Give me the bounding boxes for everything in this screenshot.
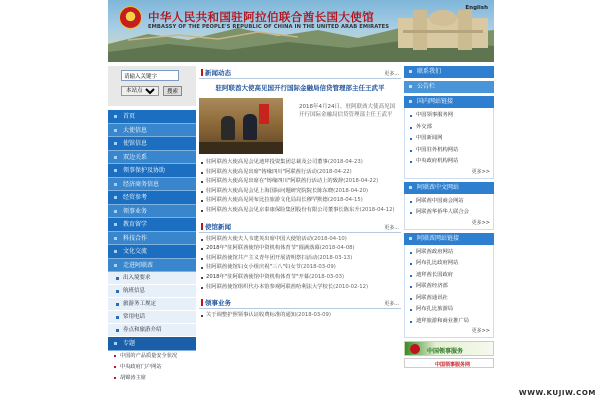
- ae-link-chamber[interactable]: 阿联酋中国商会网站: [405, 196, 493, 208]
- news-list: [199, 158, 401, 216]
- ae-site-dubai-tourism[interactable]: 迪拜旅游和商业推广局: [405, 316, 493, 328]
- menu-item-ambassador[interactable]: 大使信息: [108, 124, 196, 138]
- list-item[interactable]: [199, 168, 401, 178]
- list-item[interactable]: [199, 235, 401, 245]
- ae-site-abudhabi[interactable]: 阿布扎比政府网站: [405, 258, 493, 270]
- list-item[interactable]: [199, 244, 401, 254]
- consular-service-banner[interactable]: [404, 341, 494, 356]
- news-item-date: (2018-04-20): [333, 187, 369, 194]
- ae-site-gov[interactable]: 阿联酋政府网站: [405, 247, 493, 259]
- menu-item-science[interactable]: 科技合作: [108, 232, 196, 246]
- submenu-item-tourism[interactable]: 券点和旅游介绍: [108, 324, 196, 337]
- notices-section-title: 使馆新闻: [201, 222, 231, 231]
- flag-shape: [259, 104, 269, 124]
- ae-site-dubai[interactable]: 迪拜酋长国政府: [405, 270, 493, 282]
- watermark-text: WWW.KUJIW.COM: [518, 389, 596, 397]
- notice-item-text: 2018年"驻阿联酋使馆中资机构体育节"开幕: [206, 273, 310, 280]
- menu-item-trade-reference[interactable]: 经贸参考: [108, 191, 196, 205]
- submenu-item-flights[interactable]: 航班信息: [108, 285, 196, 298]
- menu-item-consular[interactable]: 领事业务: [108, 205, 196, 219]
- menu-item-education[interactable]: 教育留学: [108, 218, 196, 232]
- featured-headline[interactable]: 驻阿联酋大使高见国开行国际金融局信贷管理部主任王武平: [215, 84, 385, 92]
- cn-links-box: [404, 108, 494, 179]
- right-sidebar: [404, 66, 494, 368]
- list-item[interactable]: [199, 273, 401, 283]
- list-item[interactable]: [199, 196, 401, 206]
- consular-logo-icon: [410, 344, 420, 354]
- list-item[interactable]: [199, 177, 401, 187]
- notice-item-text: 驻阿联酋使馆妇女小组庆祝"三八"妇女节: [206, 264, 301, 271]
- special-submenu: [108, 351, 196, 384]
- search-input[interactable]: [121, 70, 179, 81]
- notice-item-date: (2018-04-10): [311, 235, 347, 242]
- cn-links-header: 国内网站链接: [404, 96, 494, 108]
- list-item[interactable]: [199, 283, 401, 293]
- cn-link-missions[interactable]: 中国驻外机构网站: [405, 145, 493, 157]
- news-item-date: (2018-04-23): [327, 159, 363, 165]
- ae-sites-more[interactable]: 更多>>: [471, 328, 490, 334]
- ae-link-overseas-chinese[interactable]: 阿联酋华侨华人联合会: [405, 207, 493, 219]
- news-item-date: (2018-04-22): [316, 168, 352, 175]
- cn-link-consular-service[interactable]: 中国领事服务网: [405, 110, 493, 122]
- news-more-link[interactable]: 更多...: [384, 71, 399, 77]
- news-section-header: [199, 66, 401, 79]
- ae-links-more[interactable]: 更多>>: [471, 219, 490, 226]
- featured-summary: 2018年4月24日，驻阿联酋大使高见国开行国际金融局信贷管理部主任王武平: [299, 104, 395, 118]
- notice-item-date: (2018-03-13): [317, 254, 353, 261]
- list-item[interactable]: [199, 158, 401, 168]
- list-item[interactable]: [199, 206, 401, 216]
- person-shape: [243, 114, 257, 140]
- notice-item-text: 驻阿联酋使馆组织代办本馆参观阿联酋哈利法大学校长: [206, 283, 334, 290]
- featured-photo[interactable]: [199, 98, 283, 154]
- notice-item-date: (2018-03-03): [309, 273, 345, 280]
- cn-link-gov-agencies[interactable]: 中央政府机构网站: [405, 156, 493, 168]
- cn-link-mfa[interactable]: 外交部: [405, 122, 493, 134]
- list-item[interactable]: [199, 263, 401, 273]
- menu-item-economy[interactable]: 经济商务信息: [108, 178, 196, 192]
- site-header: [108, 0, 494, 62]
- notice-item-text: 驻阿联酋使馆共产主义青年团开展清明祭扫活动: [206, 254, 318, 261]
- search-scope-select[interactable]: [121, 86, 159, 96]
- cn-links-more[interactable]: 更多>>: [471, 168, 490, 175]
- news-item-text: 驻阿联酋大使高见出席"铸缘四川"阿联酋行活动: [206, 168, 317, 175]
- submenu-item-work-rules[interactable]: 旅游务工规定: [108, 298, 196, 311]
- special-item-gov-portal[interactable]: 中央政府门户网站: [108, 362, 196, 373]
- news-item-text: 驻阿联酋大使高见会见京泰康保险集团股份有限公司董事长陈东升: [206, 206, 360, 213]
- search-box: [108, 66, 196, 106]
- main-content: [199, 66, 401, 321]
- ae-site-news-agency[interactable]: 阿联酋通讯社: [405, 293, 493, 305]
- menu-item-consular-protection[interactable]: 领事保护及协助: [108, 164, 196, 178]
- ae-chinese-links-header: 阿联酋中文网站: [404, 182, 494, 194]
- news-item-date: (2018-04-15): [327, 197, 363, 204]
- submenu-item-entry[interactable]: 出入境要求: [108, 272, 196, 285]
- consular-banner-text: 中国领事服务: [427, 348, 464, 355]
- notice-item-text: 2018年"驻阿联酋使馆中资机构体育节"圆满落幕: [206, 245, 320, 252]
- site-title-english: EMBASSY OF THE PEOPLE'S REPUBLIC OF CHINA IN THE UNITED ARAB EMIRATES: [148, 24, 390, 30]
- uae-submenu: [108, 272, 196, 337]
- left-sidebar: [108, 66, 196, 384]
- menu-item-home[interactable]: 首页: [108, 110, 196, 124]
- table-shape: [199, 142, 283, 154]
- special-item-quality[interactable]: 中国的产品质量安全状况: [108, 351, 196, 362]
- cn-link-news[interactable]: 中国新闻网: [405, 133, 493, 145]
- ae-chinese-links-box: [404, 194, 494, 230]
- list-item[interactable]: [199, 254, 401, 264]
- english-link[interactable]: English: [465, 5, 488, 11]
- main-menu: [108, 110, 196, 384]
- news-item-text: 驻阿联酋大使高见会见上海国际问题研究院院长陈东晓: [206, 187, 334, 194]
- ae-site-economy[interactable]: 阿联酋经济部: [405, 281, 493, 293]
- notice-item-text: 驻阿联酋大使夫人韦建英出席中国大使馆活动: [206, 235, 312, 242]
- news-item-date: (2018-04-22): [343, 178, 379, 185]
- menu-item-bilateral[interactable]: 双边关系: [108, 151, 196, 165]
- ae-sites-header: 阿联酋网站链接: [404, 233, 494, 245]
- consular-section-header: [199, 296, 401, 309]
- news-item-text: 驻阿联酋大使高见会见迪拜投资集团总裁及公司董事: [206, 159, 328, 165]
- featured-story: [199, 98, 401, 156]
- contact-us-link[interactable]: 联系我们: [404, 66, 494, 78]
- menu-item-uae[interactable]: 走进阿联酋: [108, 259, 196, 273]
- news-section-title: 新闻动态: [201, 68, 231, 77]
- consular-item-text: 关于调整护照领事认证收费标准的通知: [206, 312, 297, 319]
- search-button[interactable]: 搜索: [163, 86, 182, 96]
- news-item-text: 驻阿联酋大使高见同布比拉旅游文化局局长穆罕默德: [206, 197, 328, 204]
- menu-item-embassy-info[interactable]: 使馆信息: [108, 137, 196, 151]
- news-item-date: (2018-04-12): [359, 206, 395, 213]
- consular-more-link[interactable]: 更多...: [384, 301, 399, 308]
- notice-item-date: (2010-02-12): [333, 283, 369, 290]
- list-item[interactable]: [199, 311, 401, 321]
- notices-section-header: [199, 220, 401, 233]
- menu-item-culture[interactable]: 文化交流: [108, 245, 196, 259]
- person-shape: [221, 116, 235, 140]
- special-item-president[interactable]: 胡锦涛主席: [108, 373, 196, 384]
- consular-list: [199, 311, 401, 321]
- list-item[interactable]: [199, 187, 401, 197]
- site-title-chinese: 中华人民共和国驻阿拉伯联合酋长国大使馆: [148, 10, 375, 24]
- news-item-text: 驻阿联酋大使高见出席在"铸缘四川"阿联酋行活动上的致辞: [206, 178, 344, 185]
- bulletin-link[interactable]: 公告栏: [404, 81, 494, 93]
- consular-section-title: 领事业务: [201, 298, 231, 307]
- consular-item-date: (2018-03-09): [296, 312, 331, 319]
- national-emblem-icon: [119, 6, 142, 29]
- notices-more-link[interactable]: 更多...: [384, 224, 399, 231]
- ae-sites-box: [404, 245, 494, 339]
- notices-list: [199, 235, 401, 293]
- menu-item-special[interactable]: 专题: [108, 337, 196, 351]
- notice-item-date: (2018-03-09): [300, 264, 336, 271]
- consular-service-net-banner[interactable]: [404, 358, 494, 368]
- notice-item-date: (2018-04-08): [319, 245, 355, 252]
- submenu-item-phones[interactable]: 常用电话: [108, 311, 196, 324]
- ae-site-tourism[interactable]: 阿布扎比旅游局: [405, 304, 493, 316]
- consular-net-banner-text: 中国领事服务网: [435, 361, 471, 368]
